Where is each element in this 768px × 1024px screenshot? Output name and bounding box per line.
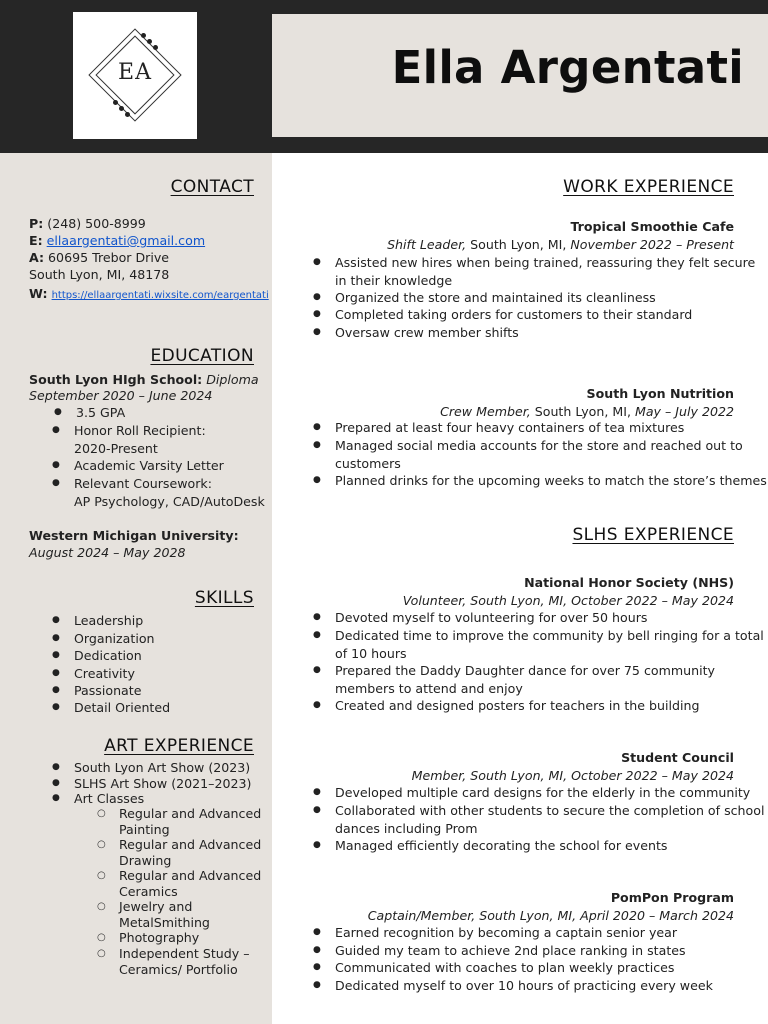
slhs-heading: SLHS EXPERIENCE: [572, 525, 734, 545]
job-bullet: ● Managed social media accounts for the store and reached out to: [335, 437, 735, 455]
website-link[interactable]: https://ellaargentati.wixsite.com/eargentati: [51, 290, 269, 301]
job-bullet: ● Assisted new hires when being trained, reassuring they felt secure: [335, 254, 735, 272]
school2-dates: August 2024 – May 2028: [29, 545, 186, 560]
job-org: Tropical Smoothie Cafe: [570, 219, 734, 234]
contact-email: E: ellaargentati@gmail.com: [29, 233, 206, 248]
skill-item: ● Creativity: [74, 665, 135, 683]
list-item: ● Academic Varsity Letter: [74, 457, 224, 475]
activity-meta: Member, South Lyon, MI, October 2022 – May 2024: [411, 768, 734, 783]
job-bullet: ● Prepared at least four heavy containers of tea mixtures: [335, 419, 735, 437]
activity-bullet-cont: members to attend and enjoy: [335, 681, 523, 696]
school1-header: South Lyon HIgh School: Diploma: [29, 372, 259, 387]
activity-meta: Captain/Member, South Lyon, MI, April 2020 – March 2024: [367, 908, 734, 923]
job-bullet: ● Completed taking orders for customers to their standard: [335, 306, 735, 324]
art-class-item: ○ Independent Study –: [119, 946, 250, 962]
activity-org: PomPon Program: [610, 890, 734, 905]
skill-item: ● Detail Oriented: [74, 699, 170, 717]
list-item: ● Relevant Coursework:: [74, 475, 212, 493]
contact-phone: P: (248) 500-8999: [29, 216, 146, 231]
art-class-item: ○ Regular and Advanced: [119, 837, 261, 853]
contact-address: A: 60695 Trebor Drive: [29, 250, 170, 265]
contact-heading: CONTACT: [170, 177, 254, 197]
email-link[interactable]: ellaargentati@gmail.com: [46, 233, 206, 248]
activity-meta: Volunteer, South Lyon, MI, October 2022 – May 2024: [402, 593, 734, 608]
art-class-cont: MetalSmithing: [119, 915, 210, 930]
work-heading: WORK EXPERIENCE: [563, 177, 734, 197]
activity-bullet: ● Dedicated time to improve the community by bell ringing for a total: [335, 627, 735, 645]
name-banner: [272, 14, 768, 137]
activity-bullet: ● Created and designed posters for teachers in the building: [335, 697, 735, 715]
art-class-cont: Painting: [119, 822, 170, 837]
job-meta: Crew Member, South Lyon, MI, May – July 2022: [440, 404, 734, 419]
art-class-item: ○ Regular and Advanced: [119, 868, 261, 884]
activity-bullet: ● Earned recognition by becoming a captain senior year: [335, 924, 735, 942]
contact-website: W: https://ellaargentati.wixsite.com/eargentati: [29, 286, 269, 301]
job-meta: Shift Leader, South Lyon, MI, November 2022 – Present: [387, 237, 734, 252]
art-class-cont: Ceramics: [119, 884, 178, 899]
logo-monogram: EA: [118, 60, 152, 85]
activity-bullet: ● Collaborated with other students to secure the completion of school: [335, 802, 735, 820]
school2-name: Western Michigan University:: [29, 528, 239, 543]
job-bullet: ● Organized the store and maintained its cleanliness: [335, 289, 735, 307]
skill-item: ● Organization: [74, 630, 155, 648]
logo: [73, 12, 197, 139]
art-class-item: ○ Regular and Advanced: [119, 806, 261, 822]
education-heading: EDUCATION: [150, 346, 254, 366]
skill-item: ● Passionate: [74, 682, 141, 700]
skill-item: ● Dedication: [74, 647, 142, 665]
art-class-item: ○ Photography: [119, 930, 199, 946]
activity-bullet: ● Guided my team to achieve 2nd place ranking in states: [335, 942, 735, 960]
art-item: ● Art Classes: [74, 790, 144, 808]
activity-bullet: ● Communicated with coaches to plan weekly practices: [335, 959, 735, 977]
list-item: ● 3.5 GPA: [76, 404, 125, 422]
activity-bullet: ● Developed multiple card designs for the elderly in the community: [335, 784, 735, 802]
page-title: Ella Argentati: [391, 41, 744, 94]
activity-bullet: ● Prepared the Daddy Daughter dance for over 75 community: [335, 662, 735, 680]
list-item-cont: 2020-Present: [74, 441, 158, 456]
job-bullet: ● Oversaw crew member shifts: [335, 324, 735, 342]
art-item: ● SLHS Art Show (2021–2023): [74, 775, 251, 793]
art-class-item: ○ Jewelry and: [119, 899, 192, 915]
activity-bullet: ● Managed efficiently decorating the school for events: [335, 837, 735, 855]
activity-bullet-cont: dances including Prom: [335, 821, 478, 836]
list-item: ● Honor Roll Recipient:: [74, 422, 206, 440]
activity-bullet: ● Dedicated myself to over 10 hours of practicing every week: [335, 977, 735, 995]
skills-heading: SKILLS: [194, 588, 254, 608]
contact-address-line2: South Lyon, MI, 48178: [29, 267, 170, 282]
job-bullet: ● Planned drinks for the upcoming weeks to match the store’s themes: [335, 472, 735, 490]
art-class-cont: Drawing: [119, 853, 172, 868]
art-class-cont: Ceramics/ Portfolio: [119, 962, 238, 977]
activity-bullet-cont: of 10 hours: [335, 646, 407, 661]
list-item-cont: AP Psychology, CAD/AutoDesk: [74, 494, 265, 509]
activity-org: National Honor Society (NHS): [524, 575, 734, 590]
job-bullet-cont: in their knowledge: [335, 273, 453, 288]
art-heading: ART EXPERIENCE: [104, 736, 254, 756]
activity-bullet: ● Devoted myself to volunteering for over 50 hours: [335, 609, 735, 627]
skill-item: ● Leadership: [74, 612, 143, 630]
activity-org: Student Council: [621, 750, 734, 765]
logo-diamond: [102, 42, 168, 108]
school1-dates: September 2020 – June 2024: [29, 388, 213, 403]
job-bullet-cont: customers: [335, 456, 401, 471]
art-item: ● South Lyon Art Show (2023): [74, 759, 250, 777]
job-org: South Lyon Nutrition: [586, 386, 734, 401]
